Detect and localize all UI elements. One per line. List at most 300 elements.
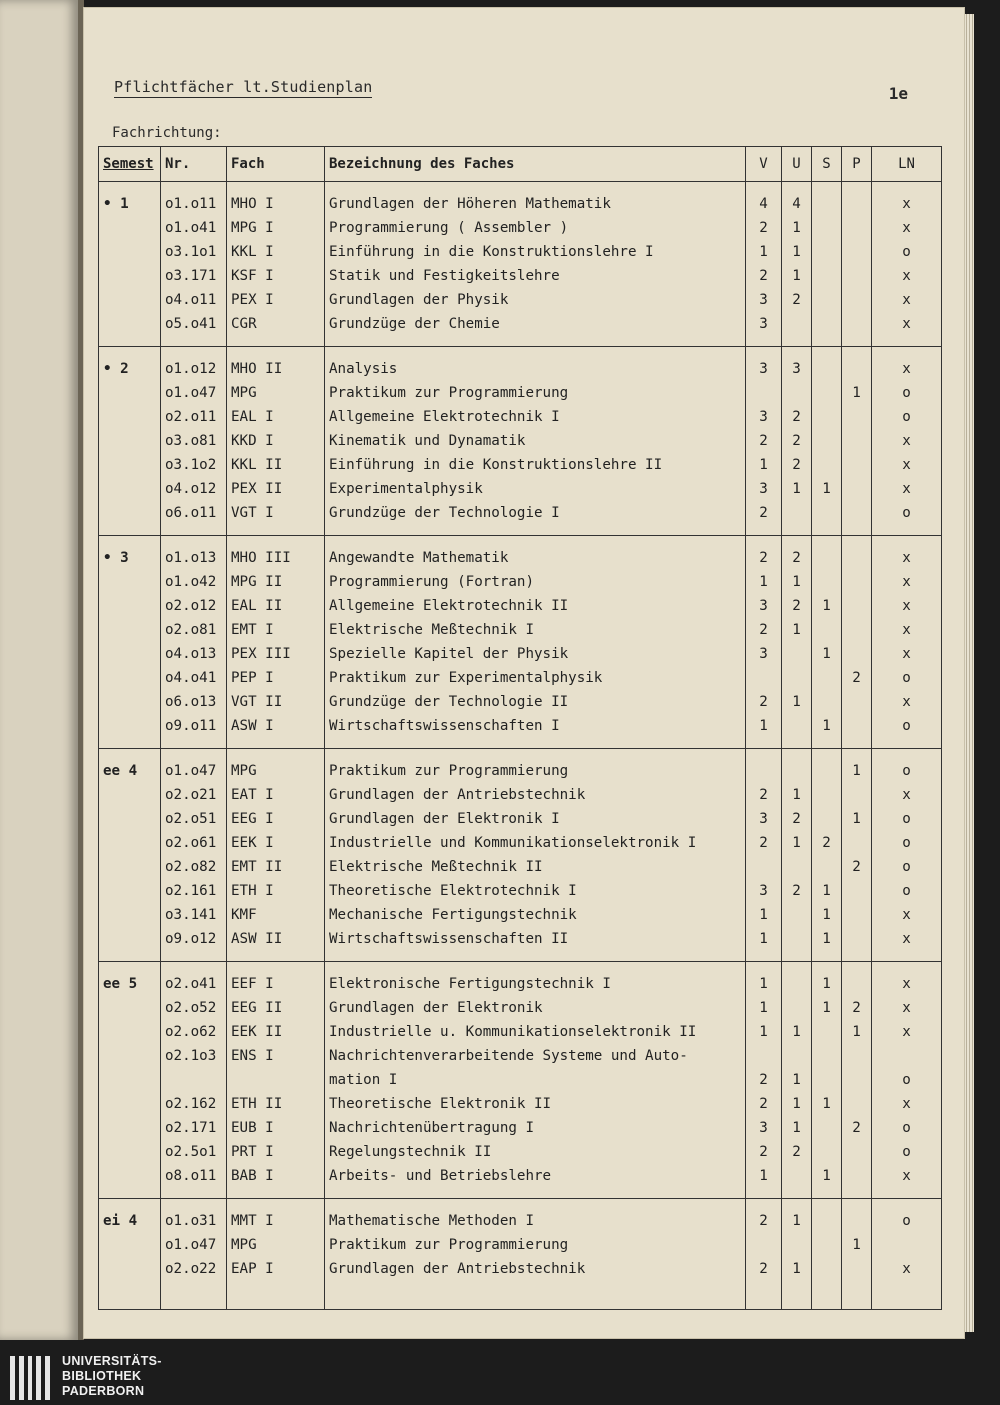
cell-semester [99, 501, 161, 536]
cell-ln: x [872, 690, 942, 714]
cell-p [842, 618, 872, 642]
cell-title: Nachrichtenverarbeitende Systeme und Auto- [325, 1044, 746, 1068]
logo-mark-icon [10, 1356, 50, 1400]
table-row [99, 749, 942, 784]
cell-u: 2 [782, 405, 812, 429]
cell-s [812, 536, 842, 571]
table-row [99, 405, 942, 429]
table-row [99, 714, 942, 749]
cell-ln: x [872, 216, 942, 240]
cell-v: 2 [746, 1068, 782, 1092]
cell-nr: o2.o52 [161, 996, 227, 1020]
cell-semester: • 2 [99, 347, 161, 382]
cell-s [812, 1233, 842, 1257]
cell-title: Grundlagen der Höheren Mathematik [325, 182, 746, 217]
cell-p: 2 [842, 1116, 872, 1140]
cell-semester [99, 453, 161, 477]
cell-nr: o1.o42 [161, 570, 227, 594]
cell-v: 1 [746, 570, 782, 594]
cell-u: 2 [782, 536, 812, 571]
cell-nr: o2.171 [161, 1116, 227, 1140]
table-row [99, 666, 942, 690]
cell-p: 2 [842, 996, 872, 1020]
cell-s [812, 1257, 842, 1310]
cell-semester [99, 381, 161, 405]
cell-semester [99, 240, 161, 264]
cell-title: Einführung in die Konstruktionslehre II [325, 453, 746, 477]
cell-s [812, 618, 842, 642]
cell-ln: o [872, 1116, 942, 1140]
cell-v: 1 [746, 714, 782, 749]
cell-v: 2 [746, 216, 782, 240]
table-row [99, 288, 942, 312]
cell-v: 2 [746, 429, 782, 453]
cell-s [812, 666, 842, 690]
cell-semester [99, 1140, 161, 1164]
cell-fach: KSF I [227, 264, 325, 288]
cell-p [842, 477, 872, 501]
cell-semester [99, 288, 161, 312]
facing-page-edge [0, 0, 78, 1340]
cell-p: 2 [842, 666, 872, 690]
cell-s [812, 855, 842, 879]
cell-nr: o2.161 [161, 879, 227, 903]
table-row [99, 536, 942, 571]
cell-title: Industrielle u. Kommunikationselektronik II [325, 1020, 746, 1044]
cell-nr: o1.o41 [161, 216, 227, 240]
cell-semester: ee 4 [99, 749, 161, 784]
cell-nr: o2.5o1 [161, 1140, 227, 1164]
cell-title: Angewandte Mathematik [325, 536, 746, 571]
cell-p [842, 903, 872, 927]
cell-fach: ASW I [227, 714, 325, 749]
cell-s: 1 [812, 714, 842, 749]
cell-nr: o3.171 [161, 264, 227, 288]
cell-title: mation I [325, 1068, 746, 1092]
cell-title: Praktikum zur Programmierung [325, 381, 746, 405]
cell-u: 1 [782, 1199, 812, 1234]
cell-title: Grundlagen der Physik [325, 288, 746, 312]
document-page [84, 8, 964, 1338]
cell-title: Analysis [325, 347, 746, 382]
table-row [99, 642, 942, 666]
cell-ln: x [872, 477, 942, 501]
cell-title: Wirtschaftswissenschaften I [325, 714, 746, 749]
table-row [99, 477, 942, 501]
cell-ln: x [872, 996, 942, 1020]
cell-v: 2 [746, 264, 782, 288]
col-header-semester: Semest [99, 147, 161, 182]
cell-ln: x [872, 1257, 942, 1310]
cell-title: Elektronische Fertigungstechnik I [325, 962, 746, 997]
cell-fach: ETH II [227, 1092, 325, 1116]
table-row [99, 855, 942, 879]
cell-nr: o2.o12 [161, 594, 227, 618]
cell-v: 1 [746, 996, 782, 1020]
cell-nr: o2.162 [161, 1092, 227, 1116]
cell-fach: EEK II [227, 1020, 325, 1044]
cell-semester [99, 1044, 161, 1068]
semester-group [99, 182, 942, 347]
cell-fach [227, 1068, 325, 1092]
cell-title: Industrielle und Kommunikationselektronik I [325, 831, 746, 855]
cell-semester [99, 264, 161, 288]
cell-p [842, 714, 872, 749]
cell-title: Wirtschaftswissenschaften II [325, 927, 746, 962]
cell-semester [99, 1068, 161, 1092]
cell-semester [99, 1020, 161, 1044]
cell-s [812, 240, 842, 264]
cell-p [842, 1199, 872, 1234]
cell-v: 2 [746, 690, 782, 714]
cell-u: 1 [782, 264, 812, 288]
table-row [99, 264, 942, 288]
table-row [99, 996, 942, 1020]
cell-fach: EEG I [227, 807, 325, 831]
cell-fach: KMF [227, 903, 325, 927]
cell-u: 1 [782, 570, 812, 594]
cell-v: 2 [746, 1092, 782, 1116]
cell-semester [99, 831, 161, 855]
cell-fach: VGT II [227, 690, 325, 714]
cell-nr: o4.o13 [161, 642, 227, 666]
cell-semester [99, 594, 161, 618]
cell-title: Praktikum zur Programmierung [325, 749, 746, 784]
semester-group [99, 1199, 942, 1310]
cell-u: 4 [782, 182, 812, 217]
table-row [99, 962, 942, 997]
cell-semester [99, 405, 161, 429]
cell-p [842, 879, 872, 903]
cell-ln: x [872, 288, 942, 312]
cell-v: 2 [746, 536, 782, 571]
cell-title: Mathematische Methoden I [325, 1199, 746, 1234]
cell-p [842, 642, 872, 666]
cell-nr: o5.o41 [161, 312, 227, 347]
semester-group [99, 536, 942, 749]
cell-v: 2 [746, 783, 782, 807]
cell-p [842, 405, 872, 429]
cell-fach: PEX I [227, 288, 325, 312]
table-row [99, 1199, 942, 1234]
cell-p [842, 1044, 872, 1068]
cell-nr: o1.o31 [161, 1199, 227, 1234]
cell-nr: o4.o41 [161, 666, 227, 690]
cell-v: 2 [746, 501, 782, 536]
cell-p [842, 536, 872, 571]
cell-ln [872, 1044, 942, 1068]
cell-p [842, 783, 872, 807]
cell-nr: o3.1o2 [161, 453, 227, 477]
cell-ln: x [872, 1020, 942, 1044]
cell-title: Allgemeine Elektrotechnik I [325, 405, 746, 429]
cell-v [746, 666, 782, 690]
cell-u: 1 [782, 690, 812, 714]
cell-title: Spezielle Kapitel der Physik [325, 642, 746, 666]
cell-v: 1 [746, 903, 782, 927]
cell-v: 4 [746, 182, 782, 217]
cell-ln: o [872, 1140, 942, 1164]
cell-nr [161, 1068, 227, 1092]
cell-title: Regelungstechnik II [325, 1140, 746, 1164]
cell-p [842, 690, 872, 714]
cell-fach: KKL II [227, 453, 325, 477]
cell-s [812, 216, 842, 240]
col-header-title: Bezeichnung des Faches [325, 147, 746, 182]
cell-title: Arbeits- und Betriebslehre [325, 1164, 746, 1199]
table-row [99, 690, 942, 714]
cell-nr: o2.o51 [161, 807, 227, 831]
cell-ln: x [872, 642, 942, 666]
cell-semester [99, 312, 161, 347]
cell-nr: o1.o13 [161, 536, 227, 571]
cell-semester [99, 429, 161, 453]
table-row [99, 453, 942, 477]
cell-v: 1 [746, 240, 782, 264]
cell-nr: o1.o47 [161, 749, 227, 784]
table-row [99, 1092, 942, 1116]
col-header-v: V [746, 147, 782, 182]
cell-v: 1 [746, 1164, 782, 1199]
cell-ln: x [872, 927, 942, 962]
cell-s: 1 [812, 927, 842, 962]
cell-title: Elektrische Meßtechnik I [325, 618, 746, 642]
cell-ln: o [872, 666, 942, 690]
page-stack-edge [964, 14, 974, 1332]
cell-semester: • 1 [99, 182, 161, 217]
field-label: Fachrichtung: [112, 125, 222, 141]
table-row [99, 182, 942, 217]
cell-title: Grundzüge der Technologie I [325, 501, 746, 536]
cell-fach: EEK I [227, 831, 325, 855]
cell-nr: o3.o81 [161, 429, 227, 453]
table-row [99, 618, 942, 642]
cell-s: 2 [812, 831, 842, 855]
cell-u: 1 [782, 1092, 812, 1116]
cell-u: 2 [782, 429, 812, 453]
cell-s [812, 1068, 842, 1092]
cell-semester [99, 714, 161, 749]
cell-p [842, 962, 872, 997]
cell-semester [99, 996, 161, 1020]
cell-u: 1 [782, 1020, 812, 1044]
cell-s [812, 453, 842, 477]
cell-u [782, 381, 812, 405]
cell-nr: o6.o11 [161, 501, 227, 536]
cell-semester [99, 879, 161, 903]
cell-semester [99, 1233, 161, 1257]
cell-u: 1 [782, 216, 812, 240]
cell-ln: o [872, 855, 942, 879]
cell-s: 1 [812, 962, 842, 997]
table-row [99, 927, 942, 962]
cell-nr: o1.o12 [161, 347, 227, 382]
cell-v [746, 381, 782, 405]
cell-v [746, 1233, 782, 1257]
cell-title: Grundzüge der Technologie II [325, 690, 746, 714]
cell-fach: PEX II [227, 477, 325, 501]
cell-u: 2 [782, 807, 812, 831]
cell-s [812, 182, 842, 217]
cell-ln: o [872, 831, 942, 855]
cell-s [812, 1044, 842, 1068]
cell-nr: o2.1o3 [161, 1044, 227, 1068]
cell-p [842, 1092, 872, 1116]
cell-semester [99, 903, 161, 927]
cell-u [782, 1233, 812, 1257]
cell-v: 3 [746, 879, 782, 903]
table-row [99, 879, 942, 903]
cell-title: Elektrische Meßtechnik II [325, 855, 746, 879]
cell-title: Einführung in die Konstruktionslehre I [325, 240, 746, 264]
cell-u [782, 501, 812, 536]
cell-v: 1 [746, 927, 782, 962]
cell-u: 2 [782, 594, 812, 618]
cell-v: 2 [746, 1140, 782, 1164]
semester-group [99, 962, 942, 1199]
cell-semester [99, 216, 161, 240]
cell-s: 1 [812, 642, 842, 666]
curriculum-table [98, 146, 942, 1310]
table-row [99, 1068, 942, 1092]
semester-group [99, 347, 942, 536]
cell-semester [99, 1116, 161, 1140]
cell-fach: BAB I [227, 1164, 325, 1199]
col-header-u: U [782, 147, 812, 182]
cell-semester [99, 807, 161, 831]
cell-fach: MMT I [227, 1199, 325, 1234]
cell-semester: ee 5 [99, 962, 161, 997]
cell-ln: x [872, 570, 942, 594]
cell-ln: o [872, 879, 942, 903]
cell-u [782, 714, 812, 749]
cell-fach: MPG I [227, 216, 325, 240]
cell-title: Mechanische Fertigungstechnik [325, 903, 746, 927]
cell-fach: ENS I [227, 1044, 325, 1068]
table-row [99, 429, 942, 453]
cell-s: 1 [812, 996, 842, 1020]
cell-nr: o2.o21 [161, 783, 227, 807]
cell-nr: o8.o11 [161, 1164, 227, 1199]
cell-v: 3 [746, 288, 782, 312]
cell-s [812, 264, 842, 288]
cell-s [812, 1116, 842, 1140]
cell-p: 1 [842, 1233, 872, 1257]
cell-nr: o2.o11 [161, 405, 227, 429]
table-header-row [99, 147, 942, 182]
cell-v: 3 [746, 594, 782, 618]
cell-u [782, 903, 812, 927]
cell-semester [99, 642, 161, 666]
cell-semester [99, 618, 161, 642]
cell-nr: o2.o62 [161, 1020, 227, 1044]
cell-title: Nachrichtenübertragung I [325, 1116, 746, 1140]
cell-s [812, 429, 842, 453]
cell-fach: MHO III [227, 536, 325, 571]
cell-ln: o [872, 749, 942, 784]
cell-u: 2 [782, 1140, 812, 1164]
cell-u [782, 642, 812, 666]
cell-ln: x [872, 312, 942, 347]
cell-p [842, 240, 872, 264]
cell-ln: o [872, 1199, 942, 1234]
table-row [99, 501, 942, 536]
cell-nr: o9.o12 [161, 927, 227, 962]
cell-p: 2 [842, 855, 872, 879]
cell-v: 3 [746, 642, 782, 666]
cell-u: 1 [782, 783, 812, 807]
cell-ln: o [872, 714, 942, 749]
cell-nr: o2.o81 [161, 618, 227, 642]
cell-semester: ei 4 [99, 1199, 161, 1234]
cell-nr: o3.1o1 [161, 240, 227, 264]
cell-title: Theoretische Elektronik II [325, 1092, 746, 1116]
table-row [99, 903, 942, 927]
cell-s [812, 1020, 842, 1044]
cell-v: 1 [746, 962, 782, 997]
cell-s: 1 [812, 1164, 842, 1199]
table-row [99, 1020, 942, 1044]
cell-fach: EUB I [227, 1116, 325, 1140]
cell-p [842, 453, 872, 477]
cell-title: Grundlagen der Antriebstechnik [325, 1257, 746, 1310]
cell-ln: o [872, 405, 942, 429]
cell-p [842, 1140, 872, 1164]
cell-fach: EAT I [227, 783, 325, 807]
cell-v: 3 [746, 1116, 782, 1140]
table-row [99, 831, 942, 855]
cell-p: 1 [842, 1020, 872, 1044]
cell-nr: o1.o11 [161, 182, 227, 217]
cell-semester [99, 477, 161, 501]
cell-title: Grundlagen der Elektronik I [325, 807, 746, 831]
cell-semester [99, 855, 161, 879]
table-row [99, 240, 942, 264]
cell-fach: MPG [227, 381, 325, 405]
cell-p [842, 216, 872, 240]
cell-title: Allgemeine Elektrotechnik II [325, 594, 746, 618]
page-title: Pflichtfächer lt.Studienplan [114, 78, 373, 96]
cell-v: 2 [746, 618, 782, 642]
cell-v: 3 [746, 477, 782, 501]
cell-ln: x [872, 429, 942, 453]
logo-text [62, 1354, 162, 1399]
cell-fach: KKL I [227, 240, 325, 264]
cell-ln: x [872, 783, 942, 807]
cell-u [782, 927, 812, 962]
cell-semester [99, 570, 161, 594]
cell-ln: o [872, 501, 942, 536]
cell-s: 1 [812, 477, 842, 501]
col-header-s: S [812, 147, 842, 182]
cell-p [842, 570, 872, 594]
cell-nr: o2.o41 [161, 962, 227, 997]
cell-s [812, 288, 842, 312]
table-row [99, 807, 942, 831]
table-row [99, 1233, 942, 1257]
cell-s [812, 1140, 842, 1164]
cell-fach: ETH I [227, 879, 325, 903]
cell-p [842, 182, 872, 217]
cell-u: 1 [782, 1116, 812, 1140]
cell-u: 1 [782, 240, 812, 264]
cell-u [782, 962, 812, 997]
cell-title: Grundzüge der Chemie [325, 312, 746, 347]
cell-p [842, 347, 872, 382]
col-header-nr: Nr. [161, 147, 227, 182]
cell-fach: EMT II [227, 855, 325, 879]
cell-fach: PEP I [227, 666, 325, 690]
